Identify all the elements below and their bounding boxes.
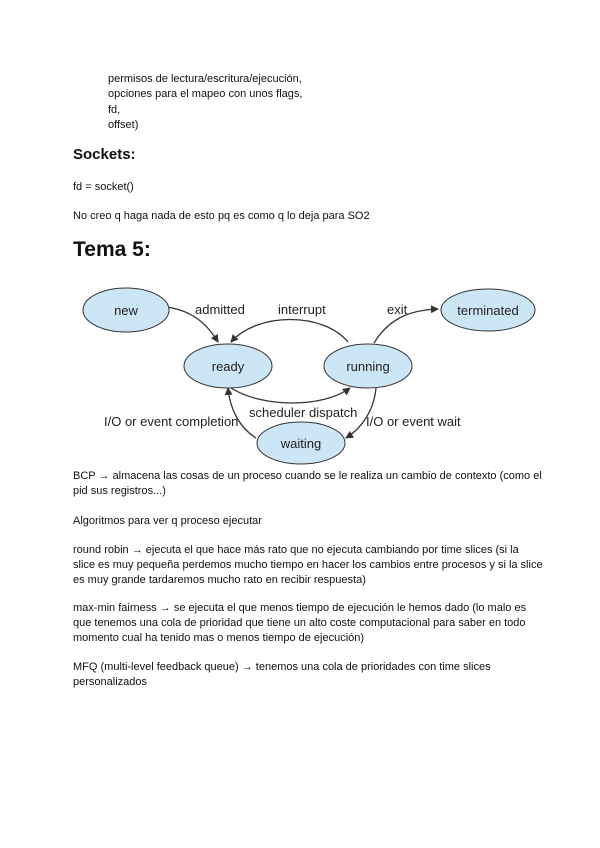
max-min-paragraph: max-min fairness → se ejecuta el que menos tiempo de ejecución le hemos dado (lo malo es que tenemos una cola de prioridad que tiene un alto coste computacional para saber en todo momento cual ha tenido mas o menos tiempo de ejecución) — [73, 602, 527, 644]
mmap-arg-offset: offset) — [108, 118, 139, 131]
tema5-heading: Tema 5: — [73, 238, 151, 261]
mmap-arg-flags: opciones para el mapeo con unos flags, — [108, 88, 303, 101]
label-admitted: admitted — [195, 302, 245, 317]
state-new-label: new — [114, 303, 138, 318]
state-waiting-label: waiting — [280, 436, 322, 451]
label-scheduler-dispatch: scheduler dispatch — [249, 405, 358, 420]
process-state-diagram — [78, 280, 478, 465]
state-running-label: running — [346, 359, 390, 374]
label-exit: exit — [387, 302, 408, 317]
mmap-arguments-list — [108, 72, 302, 133]
sockets-heading: Sockets: — [73, 146, 136, 163]
algoritmos-paragraph: Algoritmos para ver q proceso ejecutar — [73, 515, 262, 527]
bcp-paragraph: BCP → almacena las cosas de un proceso cuando se le realiza un cambio de contexto (como el pid sus registros...) — [73, 470, 542, 497]
terminated-state-box — [438, 288, 538, 334]
arrow-ready-to-running-dispatch — [231, 388, 350, 403]
label-io-wait: I/O or event wait — [366, 414, 461, 429]
mfq-paragraph: MFQ (multi-level feedback queue) → tenemos una cola de prioridades con time slices personalizados — [73, 661, 491, 688]
socket-code-line: fd = socket() — [73, 181, 134, 193]
label-interrupt: interrupt — [278, 302, 326, 317]
label-io-completion: I/O or event completion — [104, 414, 239, 429]
sockets-note: No creo q haga nada de esto pq es como q lo deja para SO2 — [73, 210, 370, 222]
mmap-arg-permissions: permisos de lectura/escritura/ejecución, — [108, 73, 302, 85]
state-ready-label: ready — [211, 359, 245, 374]
state-terminated-label: terminated — [457, 303, 519, 318]
arrow-running-to-ready-interrupt — [231, 320, 348, 343]
mmap-arg-fd: fd, — [108, 103, 121, 116]
round-robin-paragraph: round robin → ejecuta el que hace más rato que no ejecuta cambiando por time slices (si la slice es muy pequeña perdemos mucho tiempo en hacer los cambios entre procesos y si la slice es muy grande tardaremos mucho rato en recibir respuesta) — [73, 544, 543, 586]
